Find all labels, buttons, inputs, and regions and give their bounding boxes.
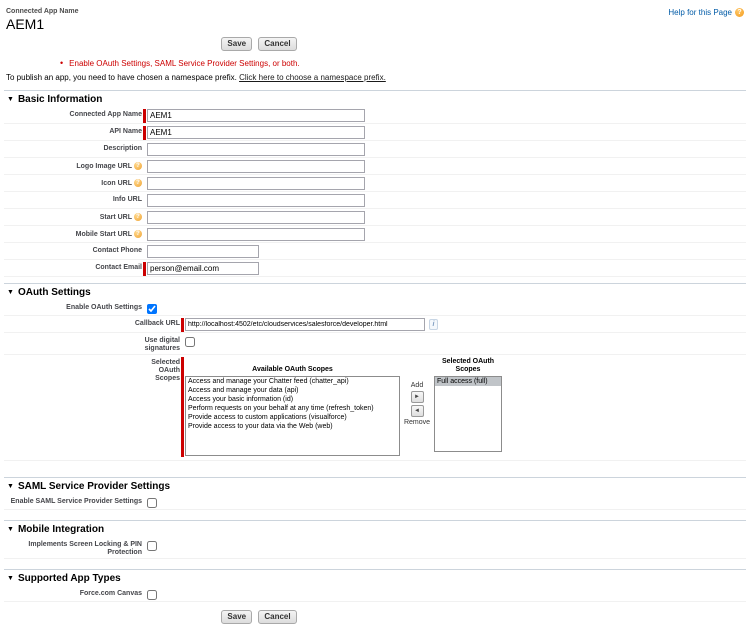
help-icon[interactable]: ? — [134, 179, 142, 187]
field-row-api-name — [4, 124, 746, 141]
scope-option[interactable]: Access and manage your Chatter feed (chatter_api) — [188, 378, 349, 385]
remove-label: Remove — [403, 419, 431, 426]
bottom-button-row — [4, 610, 514, 624]
collapse-icon: ▼ — [7, 483, 14, 490]
required-bar — [181, 318, 184, 332]
field-label: Connected App Name — [69, 111, 142, 118]
field-label: Force.com Canvas — [79, 590, 142, 597]
available-scopes-title: Available OAuth Scopes — [252, 366, 333, 373]
required-bar — [143, 126, 146, 140]
field-label: Icon URL ? — [4, 176, 142, 188]
field-row-info-url — [4, 192, 746, 209]
info-icon[interactable]: i — [429, 319, 438, 330]
namespace-note — [6, 73, 746, 82]
field-label: Contact Email — [95, 264, 142, 271]
help-for-this-page-link[interactable] — [668, 8, 744, 17]
field-row-description — [4, 141, 746, 158]
required-bar — [143, 109, 146, 123]
required-bar — [181, 357, 184, 457]
oauth-scopes-duel-listbox — [185, 356, 502, 456]
section-title: Supported App Types — [17, 573, 121, 584]
cancel-button[interactable]: Cancel — [258, 37, 296, 51]
save-button-bottom[interactable]: Save — [221, 610, 252, 624]
field-row-enable-saml — [4, 494, 746, 510]
field-label: Implements Screen Locking & PIN Protection — [28, 541, 142, 556]
section-title: Basic Information — [17, 94, 103, 105]
add-label: Add — [410, 382, 424, 389]
add-arrow-button[interactable]: ► — [411, 391, 424, 403]
logo-image-url-input[interactable] — [147, 160, 365, 173]
enable-saml-checkbox[interactable] — [147, 498, 157, 508]
collapse-icon: ▼ — [7, 575, 14, 582]
field-label: API Name — [109, 128, 142, 135]
connected-app-name-input[interactable] — [147, 109, 365, 122]
mobile-start-url-input[interactable] — [147, 228, 365, 241]
section-header-oauth-settings[interactable] — [4, 283, 746, 300]
field-label: Start URL ? — [4, 210, 142, 222]
section-header-supported-app-types[interactable] — [4, 569, 746, 586]
field-label: Contact Phone — [92, 247, 142, 254]
field-label: Logo Image URL ? — [4, 159, 142, 171]
field-label: Use digital signatures — [144, 337, 180, 352]
collapse-icon: ▼ — [7, 96, 14, 103]
selected-scopes-column — [434, 356, 502, 452]
contact-phone-input[interactable] — [147, 245, 259, 258]
help-icon[interactable]: ? — [134, 230, 142, 238]
field-label: Mobile Start URL ? — [4, 227, 142, 239]
screen-locking-checkbox[interactable] — [147, 541, 157, 551]
field-row-screen-locking — [4, 537, 746, 559]
error-text: Enable OAuth Settings, SAML Service Provider Settings, or both. — [69, 59, 300, 68]
use-digital-signatures-checkbox[interactable] — [185, 337, 195, 347]
contact-email-input[interactable] — [147, 262, 259, 275]
add-remove-column — [400, 356, 434, 426]
remove-arrow-button[interactable]: ◄ — [411, 405, 424, 417]
save-button[interactable]: Save — [221, 37, 252, 51]
field-row-mobile-start-url — [4, 226, 746, 243]
selected-scopes-listbox[interactable] — [434, 376, 502, 452]
section-title: OAuth Settings — [17, 287, 91, 298]
help-icon[interactable]: ? — [134, 213, 142, 221]
scope-option[interactable]: Provide access to your data via the Web (web) — [188, 423, 333, 430]
title-block — [6, 8, 78, 32]
entity-label: Connected App Name — [6, 8, 79, 15]
field-row-logo-image-url — [4, 158, 746, 175]
field-row-icon-url — [4, 175, 746, 192]
callback-url-input[interactable] — [185, 318, 425, 331]
field-row-callback-url — [4, 316, 746, 333]
available-scopes-column — [185, 356, 400, 456]
scope-option[interactable]: Provide access to custom applications (visualforce) — [188, 414, 347, 421]
enable-oauth-checkbox[interactable] — [147, 304, 157, 314]
help-icon: ? — [735, 8, 744, 17]
scope-option[interactable]: Perform requests on your behalf at any time (refresh_token) — [188, 405, 374, 412]
start-url-input[interactable] — [147, 211, 365, 224]
section-title: Mobile Integration — [17, 524, 105, 535]
field-label: Description — [103, 145, 142, 152]
error-bullet-icon: • — [60, 58, 64, 68]
description-input[interactable] — [147, 143, 365, 156]
field-row-contact-phone — [4, 243, 746, 260]
field-row-contact-email — [4, 260, 746, 277]
field-row-oauth-scopes — [4, 355, 746, 461]
field-label: Info URL — [112, 196, 142, 203]
section-title: SAML Service Provider Settings — [17, 481, 171, 492]
help-link-label: Help for this Page — [668, 8, 732, 17]
field-row-digital-signatures — [4, 333, 746, 355]
top-button-row — [4, 37, 514, 51]
collapse-icon: ▼ — [7, 526, 14, 533]
field-row-connected-app-name — [4, 107, 746, 124]
scope-option[interactable]: Access your basic information (id) — [188, 396, 294, 403]
info-url-input[interactable] — [147, 194, 365, 207]
field-label: Enable OAuth Settings — [66, 304, 142, 311]
scope-option[interactable]: Access and manage your data (api) — [188, 387, 299, 394]
page-header — [4, 6, 746, 32]
cancel-button-bottom[interactable]: Cancel — [258, 610, 296, 624]
collapse-icon: ▼ — [7, 289, 14, 296]
section-header-basic-information[interactable] — [4, 90, 746, 107]
field-row-start-url — [4, 209, 746, 226]
selected-scopes-title: Selected OAuth Scopes — [441, 358, 495, 373]
force-com-canvas-checkbox[interactable] — [147, 590, 157, 600]
section-header-mobile-integration[interactable] — [4, 520, 746, 537]
namespace-text: To publish an app, you need to have chosen a namespace prefix. — [6, 73, 237, 82]
section-header-saml[interactable] — [4, 477, 746, 494]
api-name-input[interactable] — [147, 126, 365, 139]
page-title: AEM1 — [6, 16, 45, 32]
help-icon[interactable]: ? — [134, 162, 142, 170]
field-label: Callback URL — [134, 320, 180, 327]
validation-error — [60, 58, 746, 68]
required-bar — [143, 262, 146, 276]
field-label: Selected OAuth Scopes — [151, 359, 180, 382]
scope-option-selected[interactable]: Full access (full) — [435, 377, 501, 386]
available-scopes-listbox[interactable] — [185, 376, 400, 456]
choose-namespace-link[interactable]: Click here to choose a namespace prefix. — [239, 73, 386, 82]
field-label: Enable SAML Service Provider Settings — [10, 498, 142, 505]
field-row-enable-oauth — [4, 300, 746, 316]
icon-url-input[interactable] — [147, 177, 365, 190]
